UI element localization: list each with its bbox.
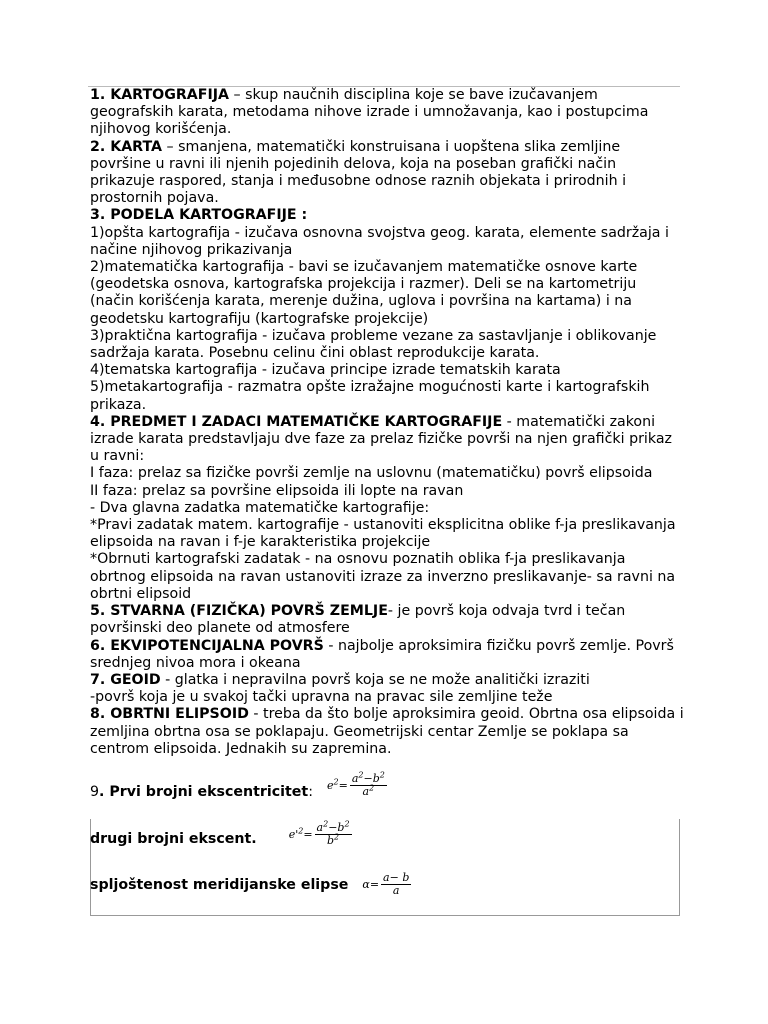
formula-lhs: $e^2=$ [327, 776, 348, 792]
section-3-item-5: 5)metakartografija - razmatra opšte izražajne mogućnosti karte i kartografskih prikaza. [90, 379, 650, 413]
section-5 [90, 603, 684, 637]
section-3-item-2: 2)matematička kartografija - bavi se izučavanjem matematičke osnove karte (geodetska osnova, kartografska projekcija i razmer). Deli se na kartometriju (način korišćenja karata, merenje dužina, uglova i površina na kartama) i na geodetsku kartografiju (kartografske projekcije) [90, 259, 638, 327]
section-7-heading: 7. GEOID [90, 671, 161, 688]
flattening-label: spljoštenost meridijanske elipse [90, 876, 349, 893]
section-4-line-3: - Dva glavna zadatka matematičke kartografije: [90, 499, 430, 516]
section-9-label [90, 784, 313, 800]
section-1-text: – skup naučnih disciplina koje se bave izučavanjem geografskih karata, metodama nihove izrade i umnožavanja, kao i postupcima njihovog korišćenja. [90, 87, 649, 138]
section-4-heading: 4. PREDMET I ZADACI MATEMATIČKE KARTOGRAFIJE [90, 413, 503, 430]
section-6-heading: 6. EKVIPOTENCIJALNA POVRŠ [90, 637, 324, 654]
table-top-rule [90, 818, 680, 819]
formula-fraction: $\frac{a^2-b^2}{b^2}$ [316, 819, 350, 847]
section-4-text: - matematički zakoni izrade karata predstavljaju dve faze za prelaz fizičke površi na njen grafički prikaz u ravni: [90, 413, 672, 465]
formula-first-eccentricity [327, 769, 387, 798]
section-3-item-1: 1)opšta kartografija - izučava osnovna svojstva geog. karata, elemente sadržaja i načine njihovog prikazivanja [90, 224, 669, 258]
section-4-line-1: I faza: prelaz sa fizičke površi zemlje na uslovnu (matematičku) površ elipsoida [90, 465, 653, 482]
section-4-line-4: *Pravi zadatak matem. kartografije - ustanoviti eksplicitna oblike f-ja preslikavanja elipsoida na ravan i f-je karakteristika projekcije [90, 517, 676, 551]
second-eccentricity-row [90, 819, 352, 847]
table-right-border [679, 819, 680, 915]
section-3-heading: 3. PODELA KARTOGRAFIJE : [90, 207, 308, 224]
section-7-text: - glatka i nepravilna površ koja se ne može analitički izraziti [160, 671, 590, 688]
formula-fraction: $\frac{a^2-b^2}{a^2}$ [351, 769, 385, 798]
section-8-heading: 8. OBRTNI ELIPSOID [90, 706, 249, 723]
section-6-text: - najbolje aproksimira fizičku površ zemlje. Površ srednjeg nivoa mora i okeana [90, 637, 674, 671]
section-3-item-3: 3)praktična kartografija - izučava probleme vezane za sastavljanje i oblikovanje sadržaja karata. Posebnu celinu čini oblast reprodukcije karata. [90, 327, 657, 362]
section-2-text: – smanjena, matematički konstruisana i uopštena slika zemljine površine u ravni ili njenih pojedinih delova, koja na poseban grafički način prikazuje raspored, stanja i međusobne odnose raznih objekata i prirodnih i prostornih pojava. [90, 138, 627, 207]
section-7-line-2: -površ koja je u svakoj tački upravna na pravac sile zemljine teže [90, 689, 553, 706]
section-2-heading: 2. KARTA [90, 138, 163, 155]
section-4-line-2: II faza: prelaz sa površine elipsoida ili lopte na ravan [90, 482, 464, 499]
section-6 [90, 638, 684, 672]
flattening-row [90, 872, 411, 897]
section-8 [90, 706, 684, 758]
document-body [90, 87, 684, 758]
section-9-number: 9 [90, 784, 100, 800]
second-eccentricity-label: drugi brojni ekscent. [90, 830, 257, 847]
section-4-line-5: *Obrnuti kartografski zadatak - na osnovu poznatih oblika f-ja preslikavanja obrtnog elipsoida na ravan ustanoviti izraze za inverzno preslikavanje- sa ravni na obrtni elipsoid [90, 551, 676, 602]
formula-second-eccentricity [288, 819, 352, 847]
section-9-title: . Prvi brojni ekscentricitet [99, 784, 309, 800]
section-1-heading: 1. KARTOGRAFIJA [90, 87, 229, 103]
section-8-text: - treba da što bolje aproksimira geoid. Obrtna osa elipsoida i zemljina obrtna osa se poklapaju. Geometrijski centar Zemlje se poklapa sa centrom elipsoida. Jednakih su zapremina. [90, 706, 684, 757]
section-7 [90, 672, 684, 689]
section-1 [90, 87, 684, 139]
formula-lhs: $e'^2=$ [288, 826, 313, 841]
formula-fraction: $\frac{a- b}{a}$ [383, 871, 410, 897]
formula-lhs: α= [362, 878, 380, 891]
section-3-item-4: 4)tematska kartografija - izučava principe izrade tematskih karata [90, 362, 561, 379]
table-bottom-rule [90, 915, 680, 916]
section-4 [90, 414, 684, 466]
section-5-heading: 5. STVARNA (FIZIČKA) POVRŠ ZEMLJE [90, 603, 388, 620]
section-5-text: - je površ koja odvaja tvrd i tečan površinski deo planete od atmosfere [90, 603, 626, 637]
section-9 [90, 770, 387, 800]
section-2 [90, 139, 684, 208]
formula-flattening [362, 872, 411, 897]
section-9-colon: : [308, 784, 313, 800]
